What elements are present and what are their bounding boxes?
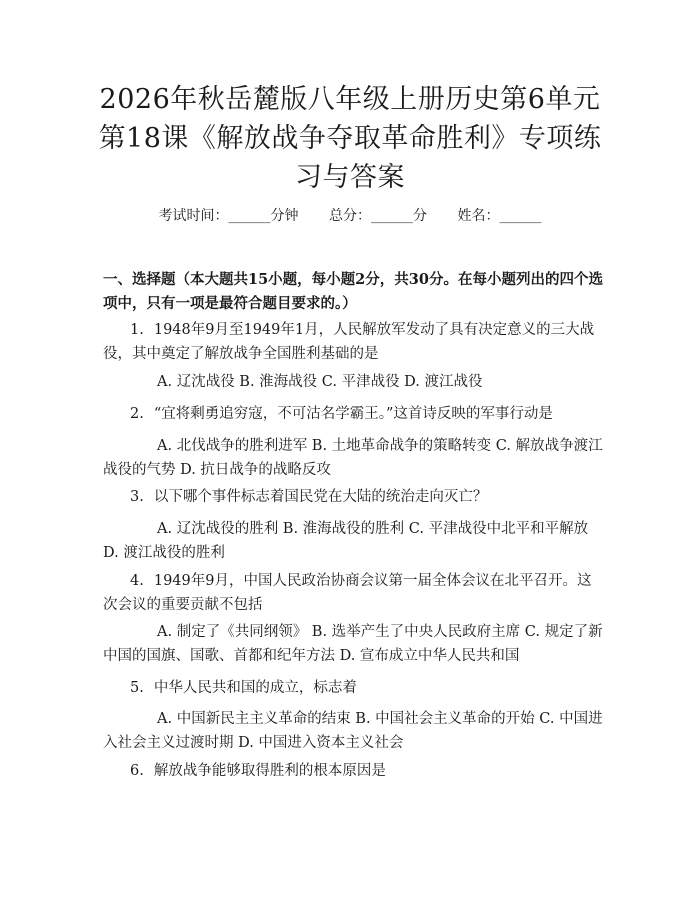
- question-stem: 解放战争能够取得胜利的根本原因是: [153, 763, 386, 779]
- student-name: 姓名：______: [457, 208, 542, 224]
- question-number: 5.: [130, 680, 144, 696]
- question-stem: 以下哪个事件标志着国民党在大陆的统治走向灭亡？: [153, 489, 488, 505]
- exam-meta: [0, 206, 700, 226]
- question-5-options: A. 中国新民主主义革命的结束 B. 中国社会主义革命的开始 C. 中国进入社会主义过渡时期 D. 中国进入资本主义社会: [103, 711, 603, 751]
- question-1: [103, 318, 603, 366]
- question-4: [103, 569, 603, 617]
- question-number: 1.: [130, 322, 144, 338]
- question-number: 4.: [130, 573, 144, 589]
- question-stem: “宜将剩勇追穷寇，不可沽名学霸王。”这首诗反映的军事行动是: [153, 406, 553, 422]
- question-3: [103, 485, 603, 509]
- exam-score: 总分：______分: [329, 208, 427, 224]
- exam-time: 考试时间：______分钟: [158, 208, 299, 224]
- question-stem: 1949年9月，中国人民政治协商会议第一届全体会议在北平召开。这次会议的重要贡献不包括: [103, 573, 592, 613]
- question-stem: 中华人民共和国的成立，标志着: [153, 680, 357, 696]
- question-5: [103, 676, 603, 700]
- question-3-options: A. 辽沈战役的胜利 B. 淮海战役的胜利 C. 平津战役中北平和平解放 D. 渡江战役的胜利: [103, 521, 589, 561]
- question-2: [103, 402, 603, 426]
- question-number: 2.: [130, 406, 144, 422]
- question-2-options: A. 北伐战争的胜利进军 B. 土地革命战争的策略转变 C. 解放战争渡江战役的气势 D. 抗日战争的战略反攻: [103, 438, 603, 478]
- document-title: 2026年秋岳麓版八年级上册历史第6单元第18课《解放战争夺取革命胜利》专项练习与答案: [98, 84, 602, 193]
- question-number: 6.: [130, 763, 144, 779]
- question-number: 3.: [130, 489, 144, 505]
- question-6: [103, 759, 603, 783]
- section-heading: 一、选择题（本大题共15小题，每小题2分，共30分。在每小题列出的四个选项中，只有一项是最符合题目要求的。）: [103, 271, 603, 312]
- question-stem: 1948年9月至1949年1月，人民解放军发动了具有决定意义的三大战役，其中奠定了解放战争全国胜利基础的是: [103, 322, 595, 362]
- question-1-options: A. 辽沈战役 B. 淮海战役 C. 平津战役 D. 渡江战役: [157, 374, 483, 390]
- question-4-options: A. 制定了《共同纲领》 B. 选举产生了中央人民政府主席 C. 规定了新中国的国旗、国歌、首都和纪年方法 D. 宣布成立中华人民共和国: [103, 624, 603, 664]
